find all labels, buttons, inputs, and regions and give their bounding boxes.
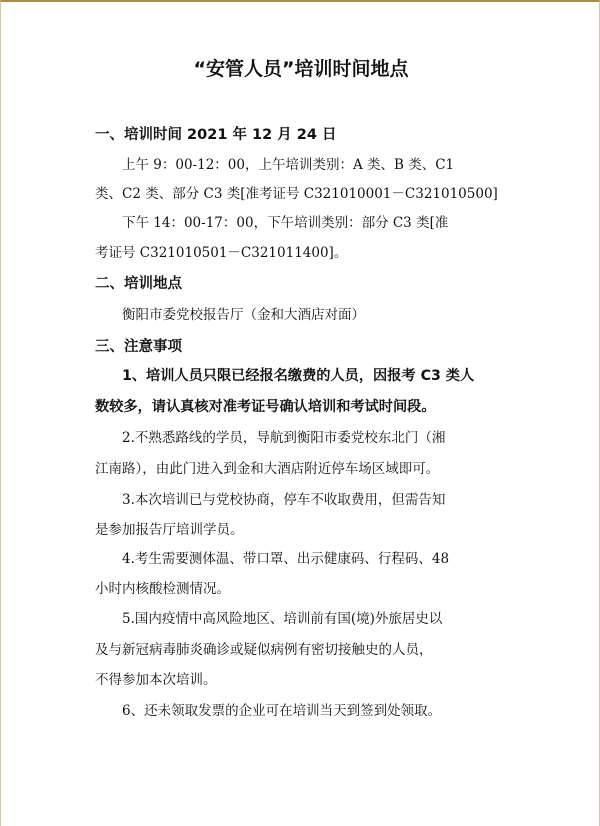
note-3-line-2: 是参加报告厅培训学员。 — [95, 522, 244, 538]
afternoon-session-line: 下午 14：00-17：00，下午培训类别：部分 C3 类[准 — [122, 215, 449, 231]
note-2-line-1: 2.不熟悉路线的学员，导航到衡阳市委党校东北门（湘 — [122, 430, 446, 446]
note-4-line-2: 小时内核酸检测情况。 — [95, 581, 230, 597]
note-1-line-2: 数较多，请认真核对准考证号确认培训和考试时间段。 — [95, 399, 436, 415]
section-heading-notes: 三、注意事项 — [95, 339, 182, 355]
page-title: “安管人员”培训时间地点 — [193, 58, 409, 80]
note-1-line-1: 1、培训人员只限已经报名缴费的人员，因报考 C3 类人 — [122, 368, 475, 384]
note-2-line-2: 江南路），由此门进入到金和大酒店附近停车场区域即可。 — [95, 461, 440, 477]
note-3-line-1: 3.本次培训已与党校协商，停车不收取费用，但需告知 — [122, 492, 446, 508]
afternoon-session-continuation: 考证号 C321010501－C321011400]。 — [95, 245, 348, 261]
section-heading-training-location: 二、培训地点 — [95, 276, 182, 292]
note-5-line-3: 不得参加本次培训。 — [95, 672, 217, 688]
note-5-line-2: 及与新冠病毒肺炎确诊或疑似病例有密切接触史的人员， — [95, 642, 433, 658]
note-5-line-1: 5.国内疫情中高风险地区、培训前有国(境)外旅居史以 — [122, 611, 443, 627]
note-4-line-1: 4.考生需要测体温、带口罩、出示健康码、行程码、48 — [122, 551, 450, 567]
note-6-line-1: 6、还未领取发票的企业可在培训当天到签到处领取。 — [122, 703, 442, 719]
morning-session-line: 上午 9：00-12：00，上午培训类别：A 类、B 类、C1 — [122, 157, 455, 173]
morning-session-continuation: 类、C2 类、部分 C3 类[准考证号 C321010001－C321010500] — [95, 186, 498, 202]
location-line: 衡阳市委党校报告厅（金和大酒店对面） — [122, 307, 365, 323]
section-heading-training-time: 一、培训时间 2021 年 12 月 24 日 — [95, 127, 337, 143]
